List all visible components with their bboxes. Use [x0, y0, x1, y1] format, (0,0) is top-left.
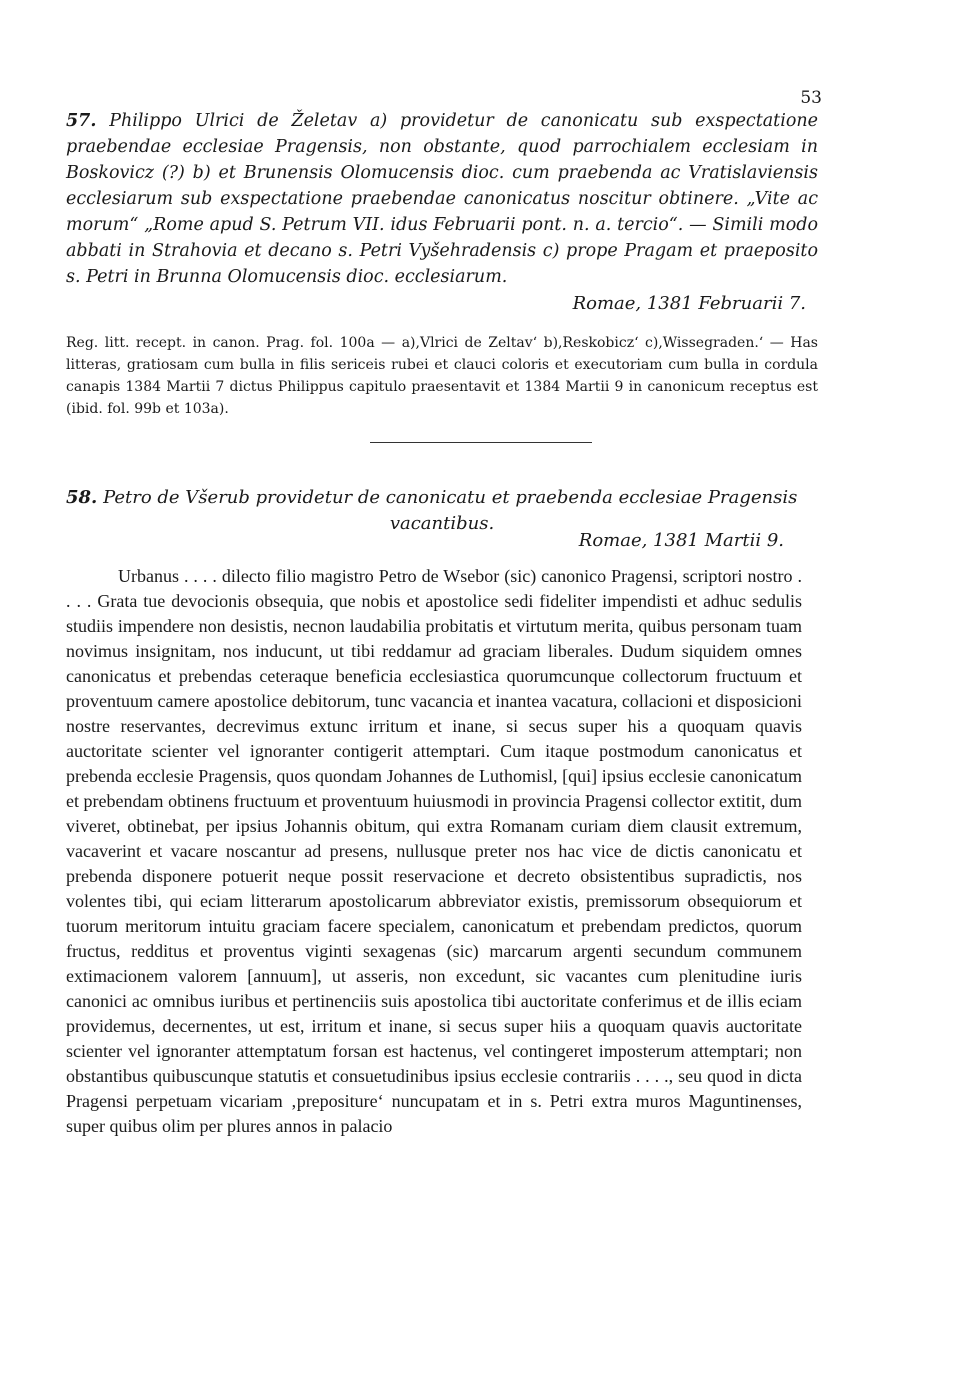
entry-57-heading-text: Philippo Ulrici de Želetav a) providetur de canonicatu sub exspectatione praebendae ecclesiae Pragensis, non obstante, quod parrochialem ecclesiam in Boskovicz (?) b) et Brunensis Olomucensis dioc. cum praebenda ac Vratislaviensis ecclesiarum sub exspectatione praebendae canonicatus noscitur obtinere. „Vite ac morum“ „Rome apud S. Petrum VII. idus Februarii pont. n. a. tercio“. — Simili modo abbati in Strahovia et decano s. Petri Vyšehradensis c) prope Pragam et praeposito s. Petri in Brunna Olomucensis dioc. ecclesiarum. — [66, 111, 818, 287]
entry-58-body — [66, 564, 802, 1139]
entry-57-date: Romae, 1381 Februarii 7. — [572, 293, 806, 314]
entry-58-heading-text-2: vacantibus. — [389, 513, 495, 534]
entry-57-notes: Reg. litt. recept. in canon. Prag. fol. 100a — a),Vlrici de Zeltav‘ b),Reskobicz‘ c),Wissegraden.‘ — Has litteras, gratiosam cum bulla in filis sericeis rubei et clauci coloris et executoriam cum bulla in cordula canapis 1384 Martii 7 dictus Philippus capitulo praesentavit et 1384 Martii 9 in canonicum receptus est (ibid. fol. 99b et 103a). — [66, 335, 818, 417]
entry-58-number: 58. — [66, 487, 98, 508]
entry-58-paragraph: Urbanus . . . . dilecto filio magistro Petro de Wsebor (sic) canonico Pragensi, scriptori nostro . . . . Grata tue devocionis obsequia, que nobis et apostolice sedi fideliter impendisti et adhuc sedulis studiis impendere non desistis, necnon laudabilia probitatis et virtutum merita, quibus personam tuam novimus insignitam, nos inducunt, ut tibi reddamur ad graciam liberales. Dudum siquidem omnes canonicatus et prebendas ceteraque beneficia ecclesiastica quorumcunque collectorum fructuum et proventuum camere apostolice debitorum, tunc vacancia et inantea vacatura, collacioni et disposicioni nostre reservantes, decrevimus extunc irritum et inane, si secus super his a quoquam quavis auctoritate scienter vel ignoranter contigerit attemptari. Cum itaque postmodum canonicatus et prebenda ecclesie Pragensis, quos quondam Johannes de Luthomisl, [qui] ipsius ecclesie canonicatum et prebendam obtinens fructuum et proventuum huiusmodi in provincia Pragensi collector extitit, dum viveret, obtinebat, per ipsius Johannis obitum, qui extra Romanam curiam diem clausit extremum, vacaverint et vacare noscantur ad presens, nullusque preter nos hac vice de dictis canonicatu et prebenda disponere potuerit neque possit reservacione et decreto obsistentibus supradictis, nos volentes tibi, qui eciam litterarum apostolicarum abbreviator existis, premissorum obsequiorum et tuorum meritorum intuitu graciam facere specialem, canonicatum et prebendam predictos, quorum fructus, redditus et proventus viginti sexagenas (sic) marcarum argenti secundum communem extimacionem valorem [annuum], ut asseris, non excedunt, sic vacantes cum plenitudine iuris canonici ac omnibus iuribus et pertinenciis suis apostolica tibi auctoritate conferimus et de illis eciam providemus, decernentes, ut est, irritum et inane, si secus super hiis a quoquam quavis auctoritate scienter vel ignoranter attemptatum forsan est hactenus, vel contingeret imposterum attemptari; non obstantibus quibuscunque statutis et consuetudinibus ipsius ecclesie contrariis . . . ., seu quod in dicta Pragensi perpetuam vicariam ‚prepositure‘ nuncupatam et in s. Petri extra muros Maguntinenses, super quibus olim per plures annos in palacio — [66, 566, 802, 1136]
entry-57-heading — [66, 108, 818, 290]
entry-58-date: Romae, 1381 Martii 9. — [578, 530, 784, 551]
page-number: 53 — [800, 88, 822, 108]
section-divider — [370, 442, 592, 443]
entry-58-heading-text: Petro de Všerub providetur de canonicatu et praebenda ecclesiae Pragensis — [103, 487, 798, 508]
entry-57-number: 57. — [66, 111, 97, 131]
